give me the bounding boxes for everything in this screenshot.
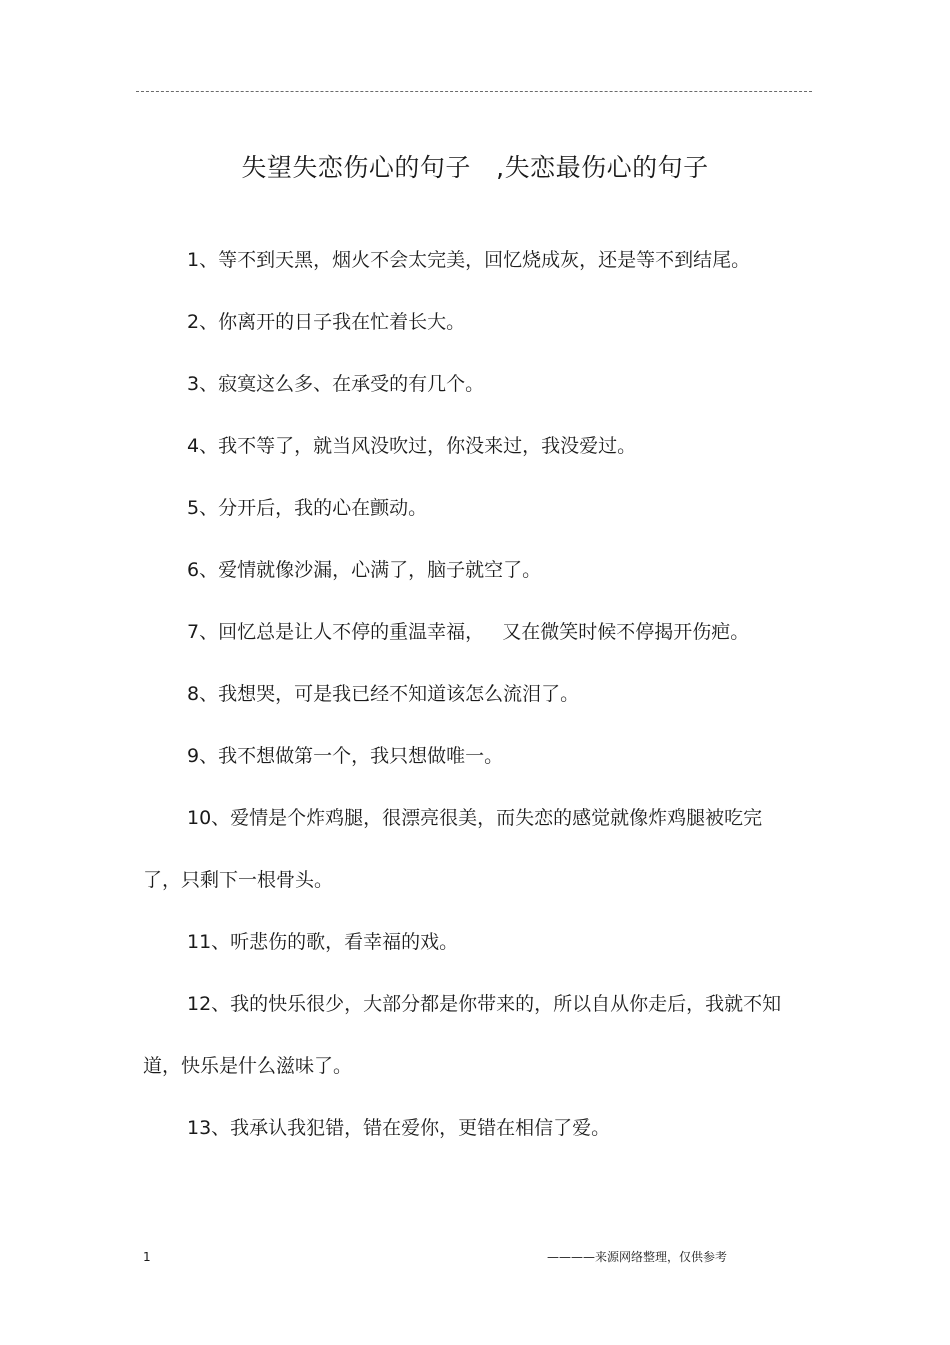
paragraph-5: 5、分开后，我的心在颤动。	[187, 497, 428, 519]
footer-source-note: ————来源网络整理，仅供参考	[547, 1250, 728, 1264]
paragraph-9: 9、我不想做第一个，我只想做唯一。	[187, 745, 504, 767]
paragraph-4: 4、我不等了，就当风没吹过，你没来过，我没爱过。	[187, 435, 637, 457]
paragraph-7: 7、回忆总是让人不停的重温幸福， 又在微笑时候不停揭开伤疤。	[187, 621, 750, 643]
paragraph-13: 13、我承认我犯错，错在爱你，更错在相信了爱。	[187, 1117, 611, 1139]
paragraph-8: 8、我想哭，可是我已经不知道该怎么流泪了。	[187, 683, 580, 705]
paragraph-11: 11、听悲伤的歌，看幸福的戏。	[187, 931, 459, 953]
paragraph-12: 12、我的快乐很少，大部分都是你带来的，所以自从你走后，我就不知道，快乐是什么滋味了。	[143, 993, 782, 1077]
paragraph-10: 10、爱情是个炸鸡腿，很漂亮很美，而失恋的感觉就像炸鸡腿被吃完了，只剩下一根骨头。	[143, 807, 763, 891]
page-number: 1	[143, 1250, 151, 1264]
document-body	[143, 229, 783, 1159]
paragraph-2: 2、你离开的日子我在忙着长大。	[187, 311, 466, 333]
paragraph-6: 6、爱情就像沙漏，心满了，脑子就空了。	[187, 559, 542, 581]
paragraph-1: 1、等不到天黑，烟火不会太完美，回忆烧成灰，还是等不到结尾。	[187, 249, 751, 271]
document-title: 失望失恋伤心的句子 ,失恋最伤心的句子	[241, 153, 709, 182]
header-rule	[136, 91, 812, 92]
paragraph-3: 3、寂寞这么多、在承受的有几个。	[187, 373, 485, 395]
